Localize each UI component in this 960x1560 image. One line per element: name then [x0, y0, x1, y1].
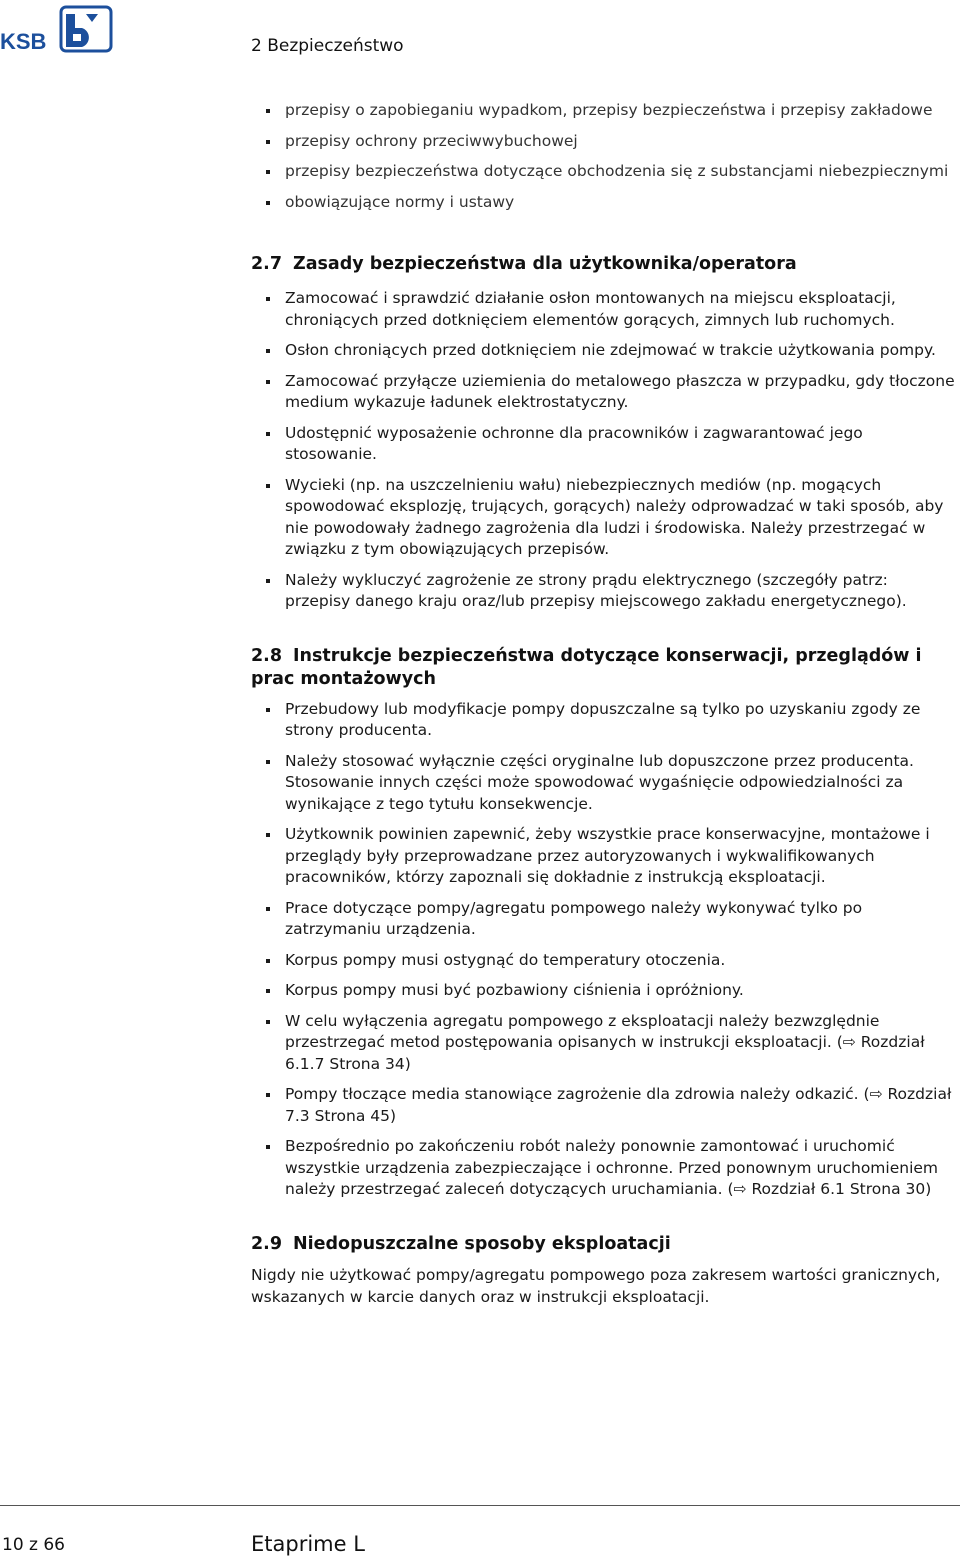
- list-item: Pompy tłoczące media stanowiące zagrożenie dla zdrowia należy odkazić. (⇨ Rozdział 7.3 Strona 45): [251, 1084, 956, 1127]
- section-title: Zasady bezpieczeństwa dla użytkownika/operatora: [293, 254, 797, 274]
- section-number: 2.9: [251, 1233, 283, 1254]
- footer-divider: [0, 1505, 960, 1506]
- section-title: Instrukcje bezpieczeństwa dotyczące konserwacji, przeglądów i prac montażowych: [251, 645, 922, 689]
- logo-text: KSB: [0, 29, 47, 54]
- page-content: [251, 100, 956, 1308]
- section-heading-2-9: [251, 1233, 956, 1256]
- page-number: 10 z 66: [2, 1535, 65, 1555]
- list-item: Zamocować i sprawdzić działanie osłon montowanych na miejscu eksploatacji, chroniących przed dotknięciem elementów gorących, zimnych lub ruchomych.: [251, 288, 956, 331]
- list-item: przepisy o zapobieganiu wypadkom, przepisy bezpieczeństwa i przepisy zakładowe: [251, 100, 956, 122]
- list-item: Zamocować przyłącze uziemienia do metalowego płaszcza w przypadku, gdy tłoczone medium wykazuje ładunek elektrostatyczny.: [251, 371, 956, 414]
- list-item: Udostępnić wyposażenie ochronne dla pracowników i zagwarantować jego stosowanie.: [251, 423, 956, 466]
- list-item: Wycieki (np. na uszczelnieniu wału) niebezpiecznych mediów (np. mogących spowodować eksplozję, trujących, gorących) należy odprowadzać w taki sposób, aby nie powodowały żadnego zagrożenia dla ludzi i środowiska. Należy przestrzegać w związku z tym obowiązujących przepisów.: [251, 475, 956, 561]
- list-item: obowiązujące normy i ustawy: [251, 192, 956, 214]
- section-number: 2.7: [251, 254, 283, 274]
- list-item: Należy stosować wyłącznie części oryginalne lub dopuszczone przez producenta. Stosowanie innych części może spowodować wygaśnięcie odpowiedzialności za wynikające z tego tytułu konsekwencje.: [251, 751, 956, 816]
- list-item: W celu wyłączenia agregatu pompowego z eksploatacji należy bezwzględnie przestrzegać metod postępowania opisanych w instrukcji eksploatacji. (⇨ Rozdział 6.1.7 Strona 34): [251, 1011, 956, 1076]
- product-name: Etaprime L: [251, 1532, 365, 1556]
- page-section-title: 2 Bezpieczeństwo: [251, 36, 404, 56]
- section-title: Niedopuszczalne sposoby eksploatacji: [293, 1233, 671, 1254]
- list-item: Prace dotyczące pompy/agregatu pompowego należy wykonywać tylko po zatrzymaniu urządzenia.: [251, 898, 956, 941]
- intro-list: [251, 100, 956, 213]
- list-item: Należy wykluczyć zagrożenie ze strony prądu elektrycznego (szczegóły patrz: przepisy danego kraju oraz/lub przepisy miejscowego zakładu energetycznego).: [251, 570, 956, 613]
- section-number: 2.8: [251, 645, 283, 666]
- list-item: przepisy bezpieczeństwa dotyczące obchodzenia się z substancjami niebezpiecznymi: [251, 161, 956, 183]
- list-item: Przebudowy lub modyfikacje pompy dopuszczalne są tylko po uzyskaniu zgody ze strony producenta.: [251, 699, 956, 742]
- list-item: Osłon chroniących przed dotknięciem nie zdejmować w trakcie użytkowania pompy.: [251, 340, 956, 362]
- section-2-7-list: [251, 288, 956, 613]
- section-heading-2-8: [251, 645, 956, 691]
- list-item: przepisy ochrony przeciwwybuchowej: [251, 131, 956, 153]
- list-item: Bezpośrednio po zakończeniu robót należy ponownie zamontować i uruchomić wszystkie urządzenia zabezpieczające i ochronne. Przed ponownym uruchomieniem należy przestrzegać zaleceń dotyczących uruchamiania. (⇨ Rozdział 6.1 Strona 30): [251, 1136, 956, 1201]
- ksb-logo: [0, 2, 115, 54]
- list-item: Korpus pompy musi być pozbawiony ciśnienia i opróżniony.: [251, 980, 956, 1002]
- section-2-8-list: [251, 699, 956, 1201]
- section-2-9-text: Nigdy nie użytkować pompy/agregatu pompowego poza zakresem wartości granicznych, wskazanych w karcie danych oraz w instrukcji eksploatacji.: [251, 1265, 941, 1306]
- logo-b-counter: [73, 34, 81, 41]
- list-item: Korpus pompy musi ostygnąć do temperatury otoczenia.: [251, 950, 956, 972]
- list-item: Użytkownik powinien zapewnić, żeby wszystkie prace konserwacyjne, montażowe i przeglądy były przeprowadzane przez autoryzowanych i wykwalifikowanych pracowników, którzy zapoznali się dokładnie z instrukcją eksploatacji.: [251, 824, 956, 889]
- section-heading-2-7: [251, 253, 956, 276]
- logo-accent: [86, 14, 98, 22]
